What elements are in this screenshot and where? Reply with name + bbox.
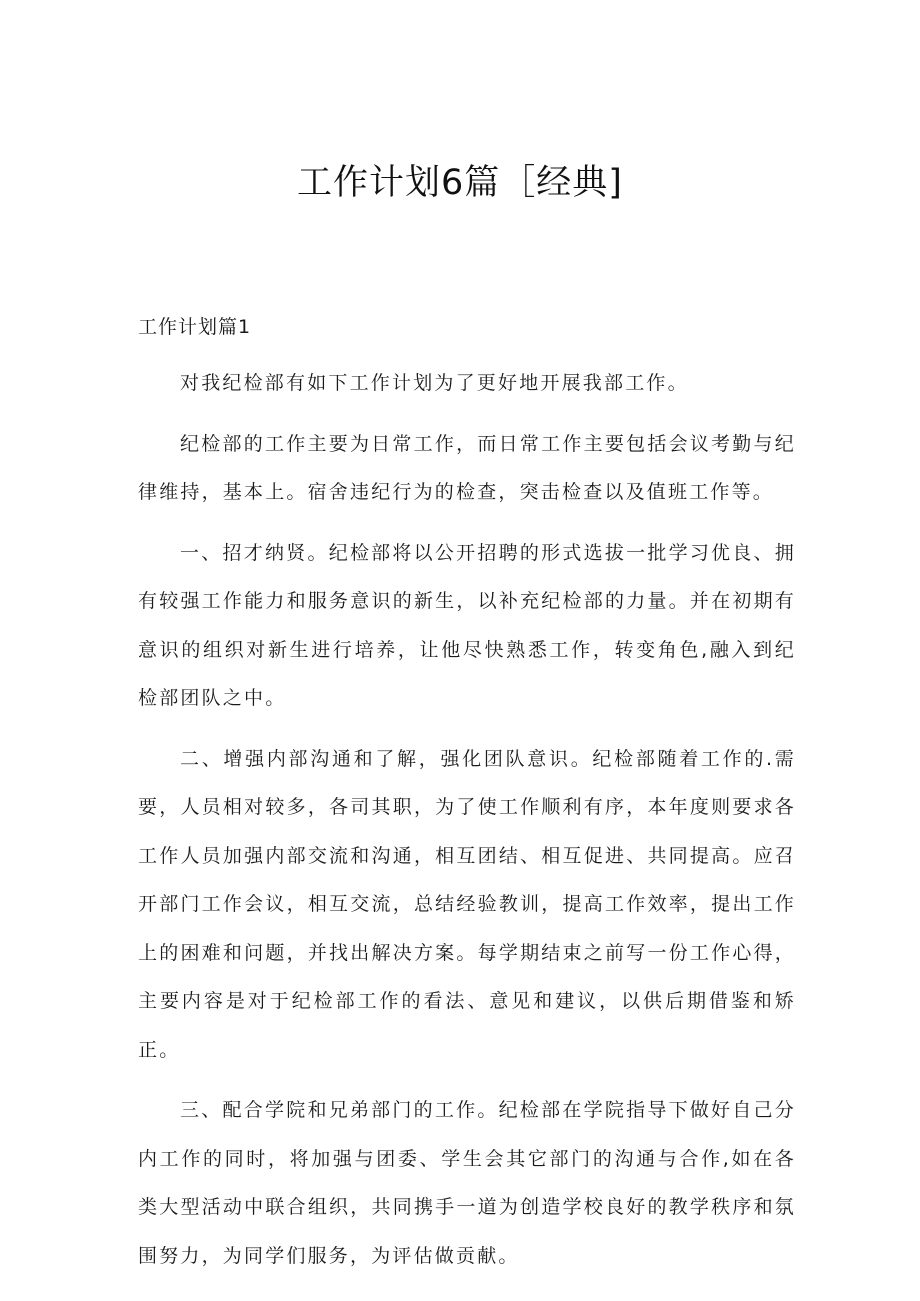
document-body [138, 359, 796, 1292]
section-heading: 工作计划篇1 [138, 316, 252, 338]
paragraph: 三、配合学院和兄弟部门的工作。纪检部在学院指导下做好自己分内工作的同时，将加强与团委、学生会其它部门的沟通与合作,如在各类大型活动中联合组织，共同携手一道为创造学校良好的教学秩序和氛围努力，为同学们服务，为评估做贡献。 [138, 1099, 796, 1267]
paragraph: 二、增强内部沟通和了解，强化团队意识。纪检部随着工作的.需要，人员相对较多，各司其职，为了使工作顺利有序，本年度则要求各工作人员加强内部交流和沟通，相互团结、相互促进、共同提高。应召开部门工作会议，相互交流，总结经验教训，提高工作效率，提出工作上的困难和问题，并找出解决方案。每学期结束之前写一份工作心得，主要内容是对于纪检部工作的看法、意见和建议，以供后期借鉴和矫正。 [138, 747, 796, 1061]
paragraph: 对我纪检部有如下工作计划为了更好地开展我部工作。 [180, 372, 689, 394]
document-title: 工作计划6篇［经典] [297, 163, 623, 203]
paragraph: 纪检部的工作主要为日常工作，而日常工作主要包括会议考勤与纪律维持，基本上。宿舍违纪行为的检查，突击检查以及值班工作等。 [138, 432, 796, 503]
paragraph: 一、招才纳贤。纪检部将以公开招聘的形式选拔一批学习优良、拥有较强工作能力和服务意识的新生，以补充纪检部的力量。并在初期有意识的组织对新生进行培养，让他尽快熟悉工作，转变角色,融入到纪检部团队之中。 [138, 541, 796, 709]
